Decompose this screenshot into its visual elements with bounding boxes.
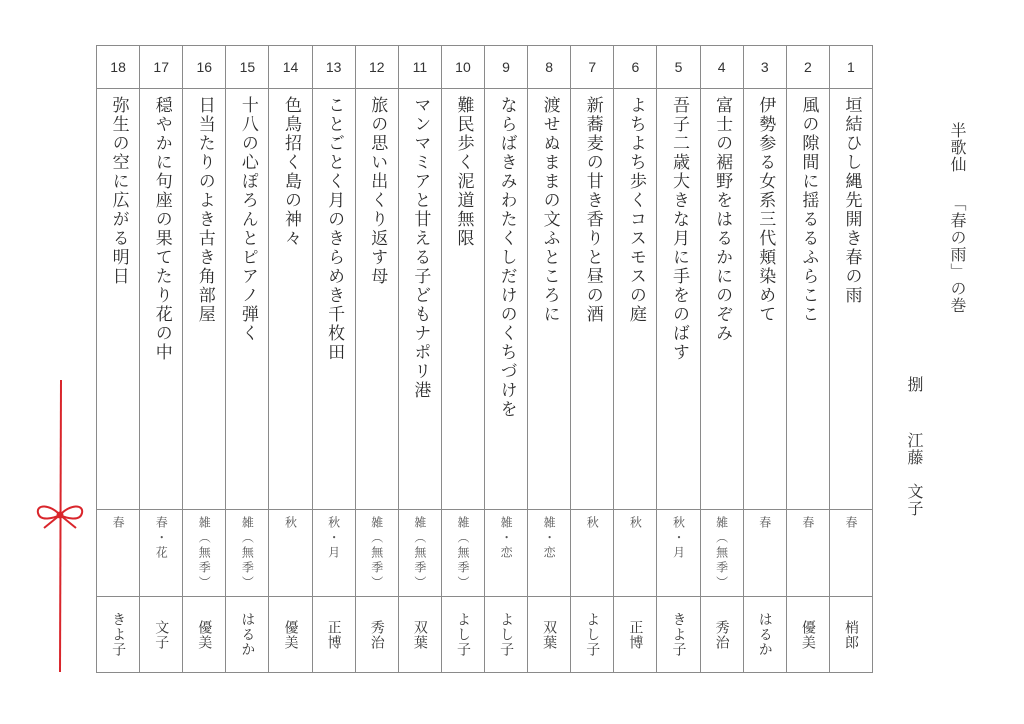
verse-text: 日当たりのよき古き角部屋 [194,96,215,324]
season-label: 春 [757,516,772,531]
title-name: 「春の雨」の巻 [948,195,967,314]
author-name: 正博 [627,619,644,650]
document-title [946,122,969,314]
title-form: 半歌仙 [948,122,967,173]
season-label: 雑・恋 [499,516,514,561]
season-label: 春 [111,516,126,531]
verse-number: 12 [356,46,398,89]
verse-number: 11 [399,46,441,89]
verse-text: 旅の思い出くり返す母 [367,96,388,286]
verse-column-4 [700,46,743,672]
verse-text: 穏やかに句座の果てたり花の中 [151,96,172,362]
season-label: 雑（無季） [369,516,384,591]
season-label: 雑（無季） [197,516,212,591]
red-ribbon-icon [30,376,90,676]
verse-column-5 [656,46,699,672]
verse-table [96,45,873,673]
season-label: 秋 [585,516,600,531]
verse-number: 9 [485,46,527,89]
verse-column-13 [312,46,355,672]
season-label: 雑（無季） [714,516,729,591]
verse-number: 2 [787,46,829,89]
verse-text: マンマミアと甘える子どもナポリ港 [410,96,431,400]
verse-text: 十八の心ぽろんとピアノ弾く [237,96,258,343]
verse-column-10 [441,46,484,672]
verse-column-6 [613,46,656,672]
verse-text: 伊勢参る女系三代頬染めて [755,96,776,324]
verse-number: 4 [701,46,743,89]
sabaki-label: 捌 [905,376,924,392]
author-name: 文子 [153,619,170,650]
season-label: 春・花 [154,516,169,561]
verse-column-16 [182,46,225,672]
verse-column-1 [829,46,872,672]
author-name: よし子 [454,612,471,657]
season-label: 雑（無季） [412,516,427,591]
verse-text: ことごとく月のきらめき千枚田 [324,96,345,362]
author-name: 優美 [196,619,213,650]
author-name: はるか [756,612,773,657]
verse-column-12 [355,46,398,672]
author-name: 優美 [282,619,299,650]
author-name: はるか [239,612,256,657]
verse-text: 難民歩く泥道無限 [453,96,474,248]
author-name: 双葉 [411,619,428,650]
verse-number: 16 [183,46,225,89]
verse-text: ならばきみわたくしだけのくちづけを [496,96,517,419]
season-label: 秋 [283,516,298,531]
verse-text: 新蕎麦の甘き香りと昼の酒 [582,96,603,324]
verse-column-3 [743,46,786,672]
verse-number: 18 [97,46,139,89]
season-label: 秋・月 [326,516,341,561]
verse-number: 14 [269,46,311,89]
verse-text: 風の隙間に揺るるふらここ [798,96,819,324]
verse-text: よちよち歩くコスモスの庭 [625,96,646,324]
season-label: 雑（無季） [455,516,470,591]
verse-column-2 [786,46,829,672]
verse-number: 10 [442,46,484,89]
verse-text: 弥生の空に広がる明日 [108,96,129,286]
verse-column-14 [268,46,311,672]
author-name: きよ子 [670,612,687,657]
verse-number: 6 [614,46,656,89]
verse-number: 8 [528,46,570,89]
verse-number: 1 [830,46,872,89]
season-label: 秋 [628,516,643,531]
verse-column-11 [398,46,441,672]
author-name: きよ子 [110,612,127,657]
verse-column-18 [97,46,139,672]
verse-column-7 [570,46,613,672]
author-name: よし子 [584,612,601,657]
author-name: よし子 [498,612,515,657]
verse-column-8 [527,46,570,672]
verse-number: 3 [744,46,786,89]
verse-column-15 [225,46,268,672]
season-label: 雑・恋 [542,516,557,561]
verse-number: 7 [571,46,613,89]
season-label: 春 [843,516,858,531]
season-label: 春 [800,516,815,531]
author-name: 秀治 [368,619,385,650]
verse-text: 富士の裾野をはるかにのぞみ [712,96,733,343]
verse-text: 吾子二歳大きな月に手をのばす [669,96,689,362]
author-name: 正博 [325,619,342,650]
verse-number: 15 [226,46,268,89]
season-label: 雑（無季） [240,516,255,591]
verse-text: 色鳥招く島の神々 [281,96,302,248]
author-name: 梢郎 [842,619,859,650]
verse-number: 17 [140,46,182,89]
verse-number: 13 [313,46,355,89]
verse-text: 渡せぬままの文ふところに [539,96,560,324]
sabaki-poet-name: 江藤 文子 [905,432,924,517]
author-name: 双葉 [541,619,558,650]
verse-number: 5 [657,46,699,89]
author-name: 優美 [799,619,816,650]
author-name: 秀治 [713,619,730,650]
season-label: 秋・月 [671,516,686,561]
verse-text: 垣結ひし縄先開き春の雨 [841,96,862,305]
verse-column-9 [484,46,527,672]
verse-column-17 [139,46,182,672]
